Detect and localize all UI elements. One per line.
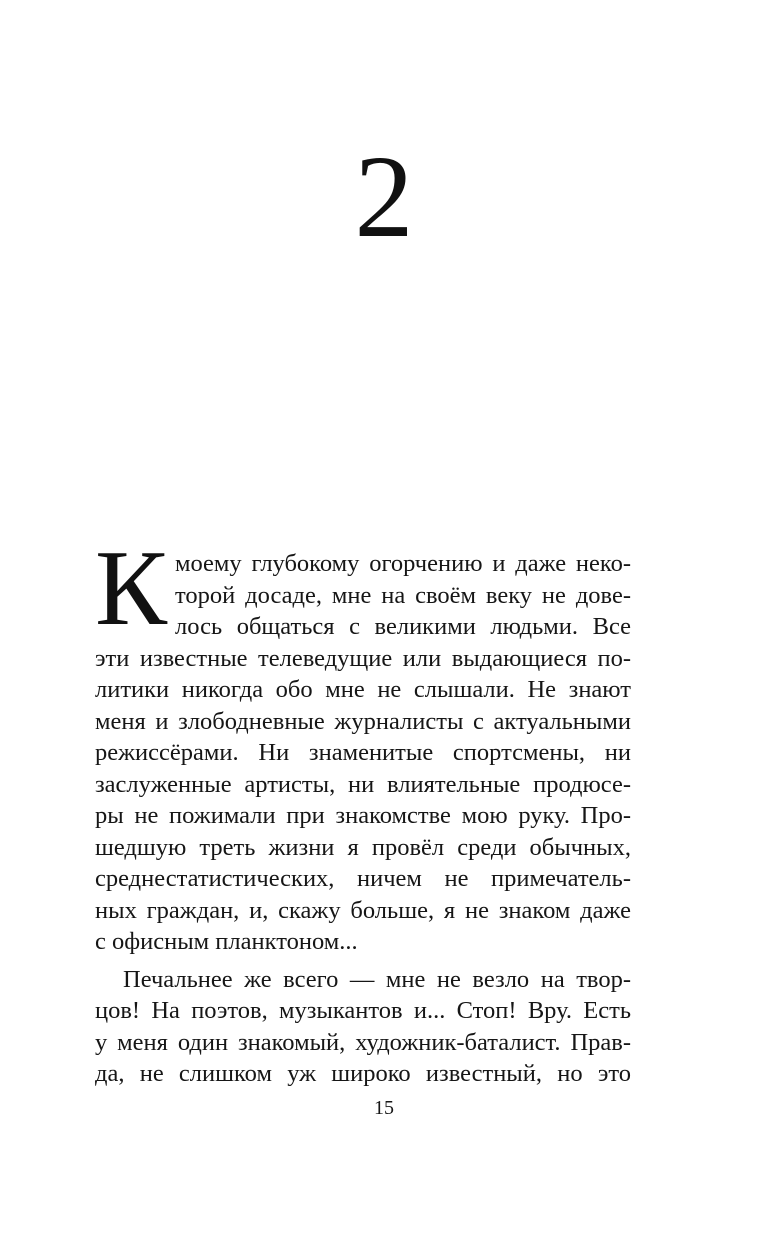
text-line: режиссёрами. Ни знаменитые спортсмены, ни	[95, 739, 631, 766]
text-line: моему глубокому огорчению и даже неко-	[175, 550, 631, 577]
text-line: заслуженные артисты, ни влиятельные продюсе-	[95, 770, 631, 798]
text-line: цов! На поэтов, музыкантов и... Стоп! Вру. Есть	[95, 997, 631, 1024]
chapter-number: 2	[354, 131, 414, 262]
text-line: шедшую треть жизни я провёл среди обычных,	[95, 833, 631, 861]
text-line: меня и злободневные журналисты с актуальными	[95, 707, 631, 735]
body-text	[95, 529, 631, 1090]
text-line: литики никогда обо мне не слышали. Не знают	[95, 676, 631, 703]
text-line: с офисным планктоном...	[95, 928, 358, 955]
drop-cap: К	[95, 529, 168, 648]
paragraph-2	[95, 964, 631, 1090]
text-line: лось общаться с великими людьми. Все	[175, 613, 631, 640]
text-line: ры не пожимали при знакомстве мою руку. Про-	[95, 802, 631, 829]
text-line: Печальнее же всего — мне не везло на твор-	[123, 965, 631, 993]
text-line: ных граждан, и, скажу больше, я не знаком даже	[95, 896, 631, 924]
text-line: да, не слишком уж широко известный, но это	[95, 1060, 631, 1087]
page-number: 15	[374, 1097, 394, 1119]
text-line: торой досаде, мне на своём веку не дове-	[175, 581, 631, 609]
text-line: эти известные телеведущие или выдающиеся по-	[95, 644, 631, 672]
text-line: у меня один знакомый, художник-баталист. Прав-	[95, 1028, 631, 1056]
paragraph-1	[95, 529, 631, 958]
text-line: среднестатистических, ничем не примечатель-	[95, 865, 631, 892]
